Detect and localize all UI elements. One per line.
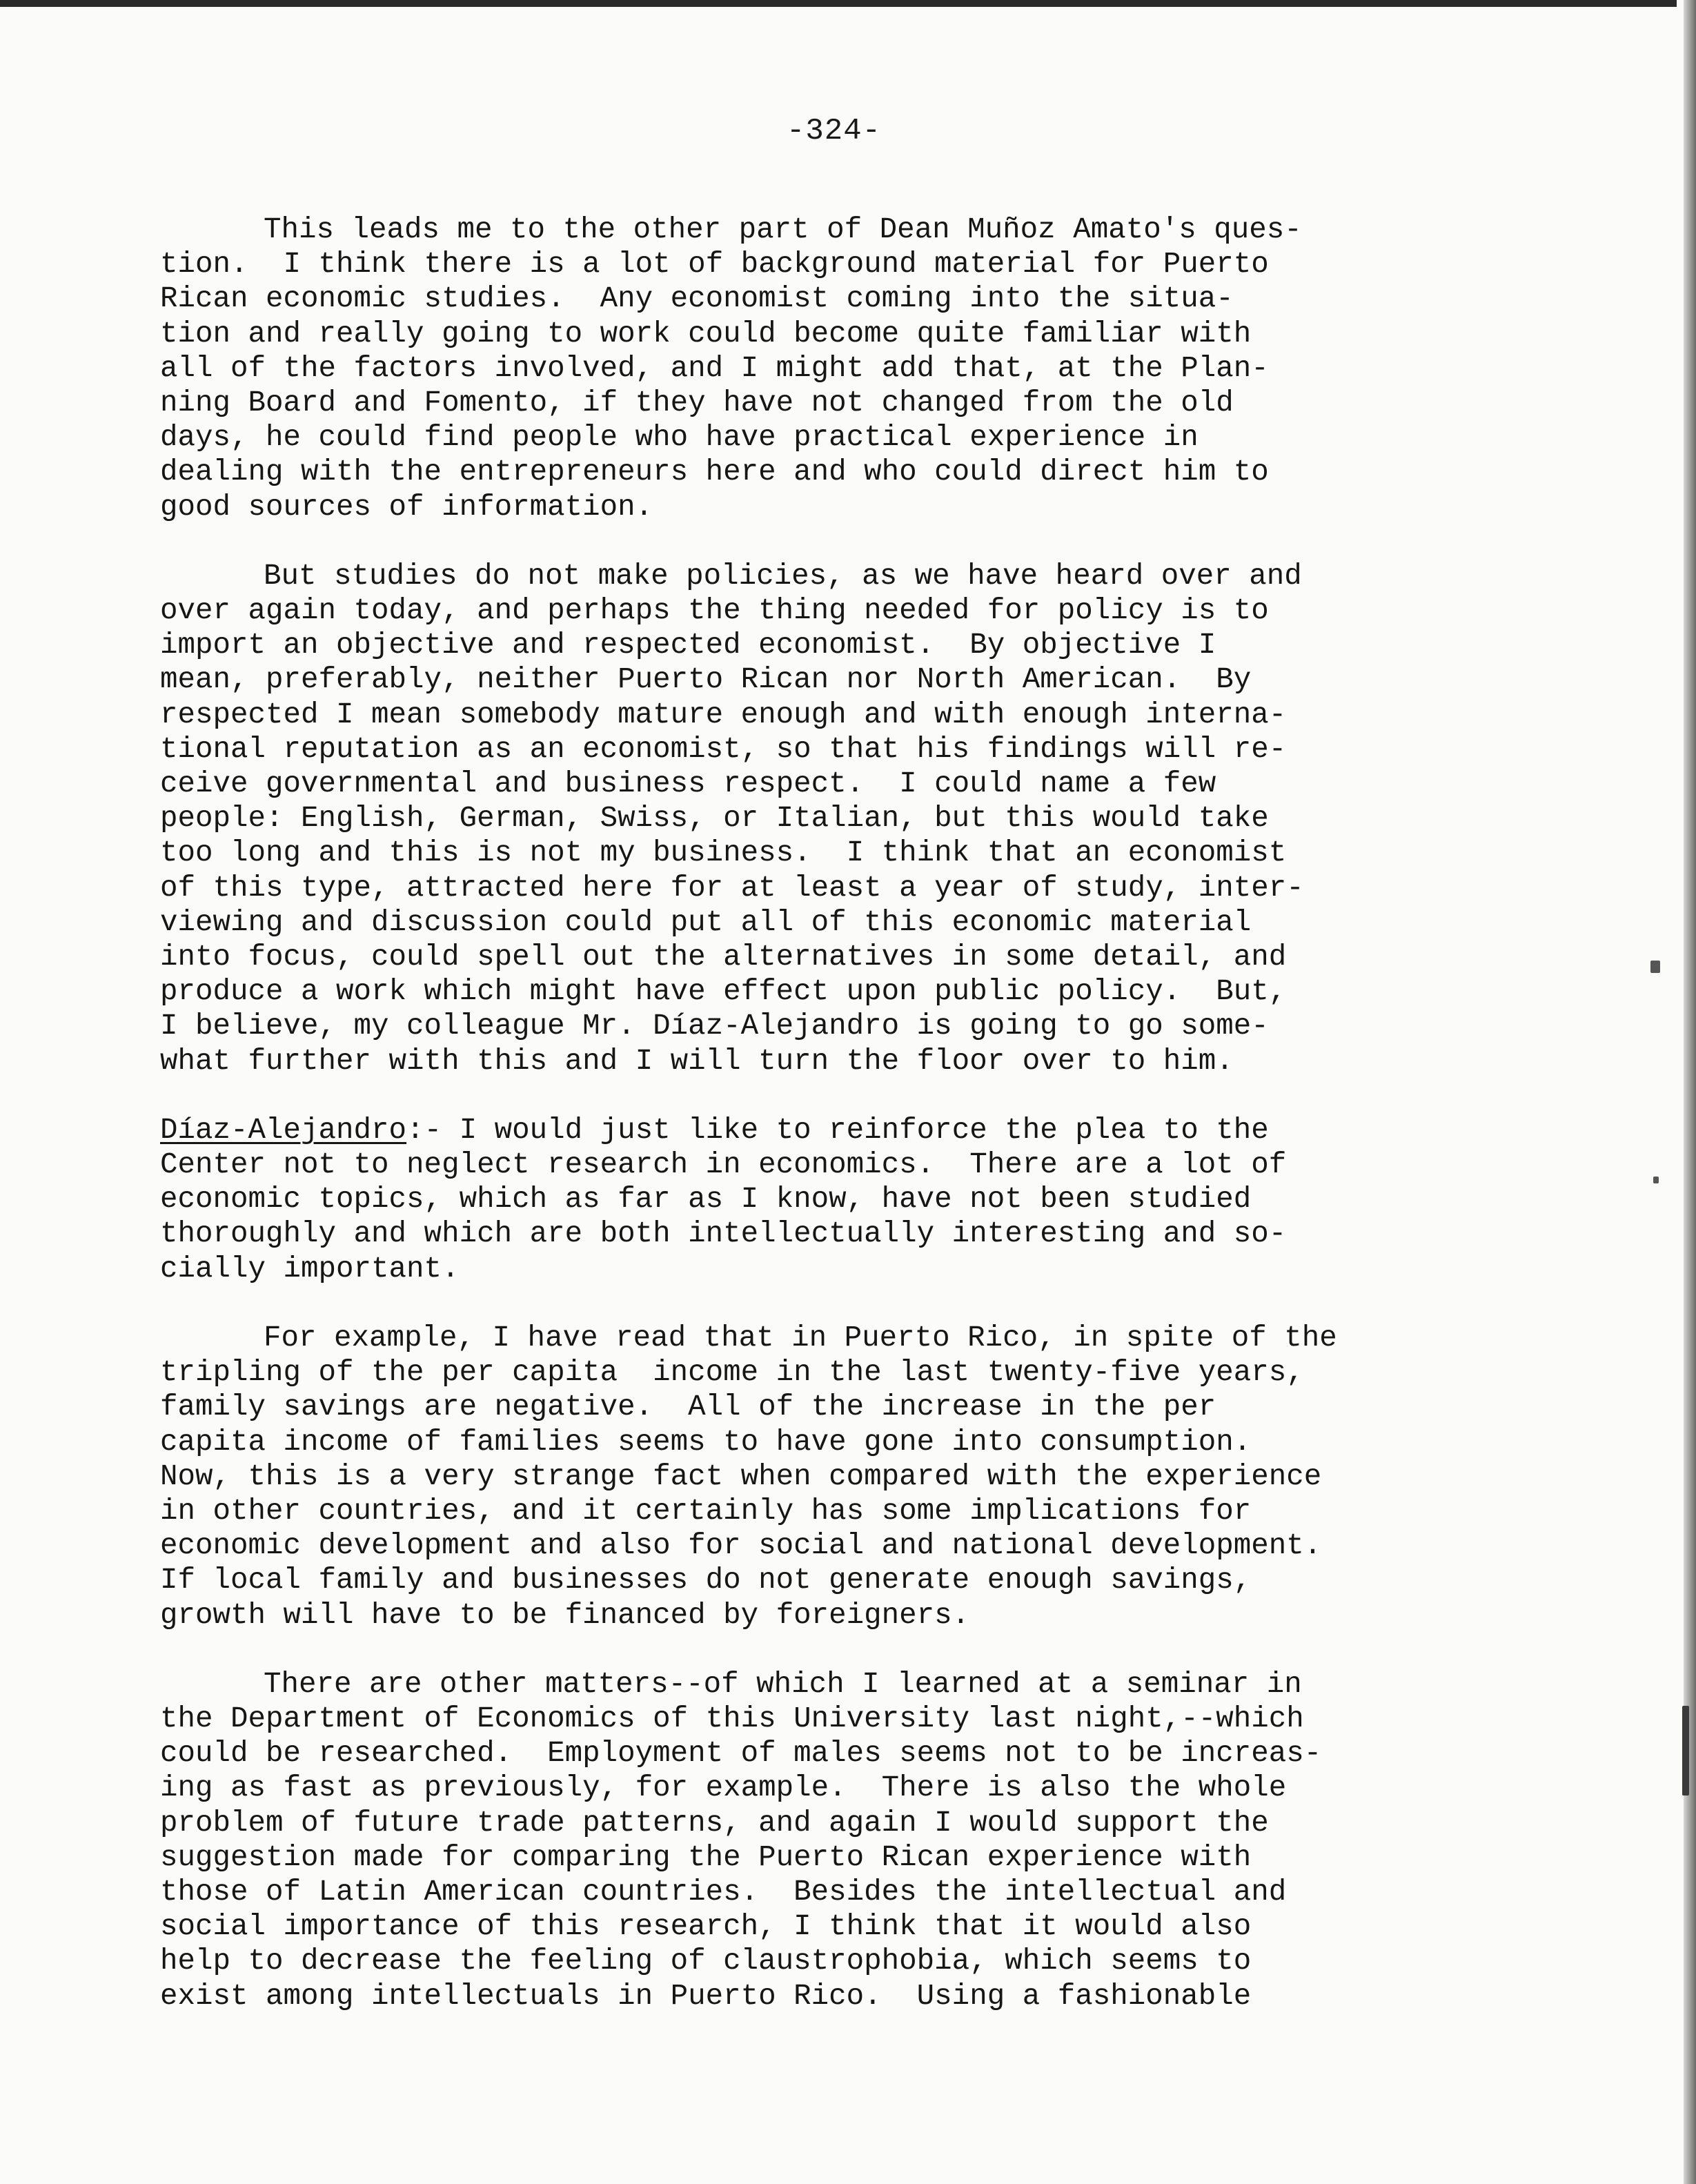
text-line: For example, I have read that in Puerto Rico, in spite of the	[264, 1321, 1337, 1355]
text-line: the Department of Economics of this University last night,--which	[160, 1702, 1304, 1735]
text-line: good sources of information.	[160, 490, 653, 524]
text-line: ing as fast as previously, for example. There is also the whole	[160, 1771, 1287, 1805]
text-line: of this type, attracted here for at least a year of study, inter-	[160, 871, 1304, 905]
text-line: what further with this and I will turn the floor over to him.	[160, 1044, 1234, 1078]
text-line: days, he could find people who have practical experience in	[160, 421, 1199, 455]
margin-mark	[1682, 1706, 1689, 1796]
paragraph	[160, 213, 1540, 524]
text-line: suggestion made for comparing the Puerto Rican experience with	[160, 1840, 1252, 1874]
text-line: all of the factors involved, and I might add that, at the Plan-	[160, 351, 1269, 385]
text-line: thoroughly and which are both intellectually interesting and so-	[160, 1217, 1287, 1251]
text-line: exist among intellectuals in Puerto Rico. Using a fashionable	[160, 1979, 1252, 2013]
margin-mark	[1650, 961, 1660, 973]
text-line: tional reputation as an economist, so that his findings will re-	[160, 732, 1287, 766]
text-line: in other countries, and it certainly has some implications for	[160, 1494, 1252, 1528]
text-line: help to decrease the feeling of claustrophobia, which seems to	[160, 1945, 1252, 1978]
body-text	[160, 213, 1540, 2014]
text-line: into focus, could spell out the alternatives in some detail, and	[160, 941, 1287, 974]
paragraph	[160, 1321, 1540, 1633]
text-line: problem of future trade patterns, and again I would support the	[160, 1806, 1269, 1840]
text-line: economic topics, which as far as I know, have not been studied	[160, 1183, 1252, 1217]
speaker-line	[160, 1113, 1540, 1148]
text-line: economic development and also for social and national development.	[160, 1529, 1322, 1563]
paragraph	[160, 559, 1540, 1079]
paragraph	[160, 1667, 1540, 2014]
speaker-name: Díaz-Alejandro	[160, 1113, 407, 1147]
text-line: ning Board and Fomento, if they have not changed from the old	[160, 386, 1234, 420]
text-line: There are other matters--of which I learned at a seminar in	[264, 1667, 1302, 1701]
text-line: If local family and businesses do not generate enough savings,	[160, 1564, 1252, 1597]
text-line: those of Latin American countries. Besides the intellectual and	[160, 1875, 1287, 1909]
margin-mark	[1653, 1177, 1659, 1183]
text-line: This leads me to the other part of Dean Muñoz Amato's ques-	[264, 213, 1302, 246]
speaker-paragraph	[160, 1113, 1540, 1286]
text-line: could be researched. Employment of males seems not to be increas-	[160, 1737, 1322, 1771]
text-line: over again today, and perhaps the thing needed for policy is to	[160, 594, 1269, 628]
text-line: tripling of the per capita income in the last twenty-five years,	[160, 1356, 1304, 1390]
speaker-line-text: :- I would just like to reinforce the plea to the	[406, 1113, 1269, 1147]
text-line: viewing and discussion could put all of this economic material	[160, 905, 1252, 939]
text-line: tion. I think there is a lot of background material for Puerto	[160, 248, 1269, 282]
page-right-edge	[1684, 0, 1696, 2184]
text-line: But studies do not make policies, as we have heard over and	[264, 559, 1302, 593]
text-line: mean, preferably, neither Puerto Rican nor North American. By	[160, 663, 1252, 697]
text-line: respected I mean somebody mature enough and with enough interna-	[160, 698, 1287, 731]
text-line: dealing with the entrepreneurs here and who could direct him to	[160, 455, 1269, 489]
text-line: produce a work which might have effect upon public policy. But,	[160, 975, 1287, 1009]
text-line: cially important.	[160, 1252, 460, 1286]
text-line: Rican economic studies. Any economist coming into the situa-	[160, 282, 1234, 316]
text-line: capita income of families seems to have gone into consumption.	[160, 1425, 1252, 1459]
text-line: Center not to neglect research in economics. There are a lot of	[160, 1148, 1287, 1182]
top-edge-rule	[0, 0, 1677, 7]
text-line: import an objective and respected economist. By objective I	[160, 629, 1216, 662]
text-line: growth will have to be financed by foreigners.	[160, 1598, 970, 1632]
text-line: ceive governmental and business respect. I could name a few	[160, 767, 1216, 801]
text-line: too long and this is not my business. I think that an economist	[160, 836, 1287, 870]
text-line: social importance of this research, I think that it would also	[160, 1910, 1252, 1944]
text-line: I believe, my colleague Mr. Díaz-Alejandro is going to go some-	[160, 1010, 1269, 1043]
text-line: family savings are negative. All of the increase in the per	[160, 1390, 1216, 1424]
text-line: people: English, German, Swiss, or Italian, but this would take	[160, 802, 1269, 836]
page-number: -324-	[787, 114, 882, 148]
text-line: Now, this is a very strange fact when compared with the experience	[160, 1459, 1322, 1493]
text-line: tion and really going to work could become quite familiar with	[160, 317, 1252, 351]
